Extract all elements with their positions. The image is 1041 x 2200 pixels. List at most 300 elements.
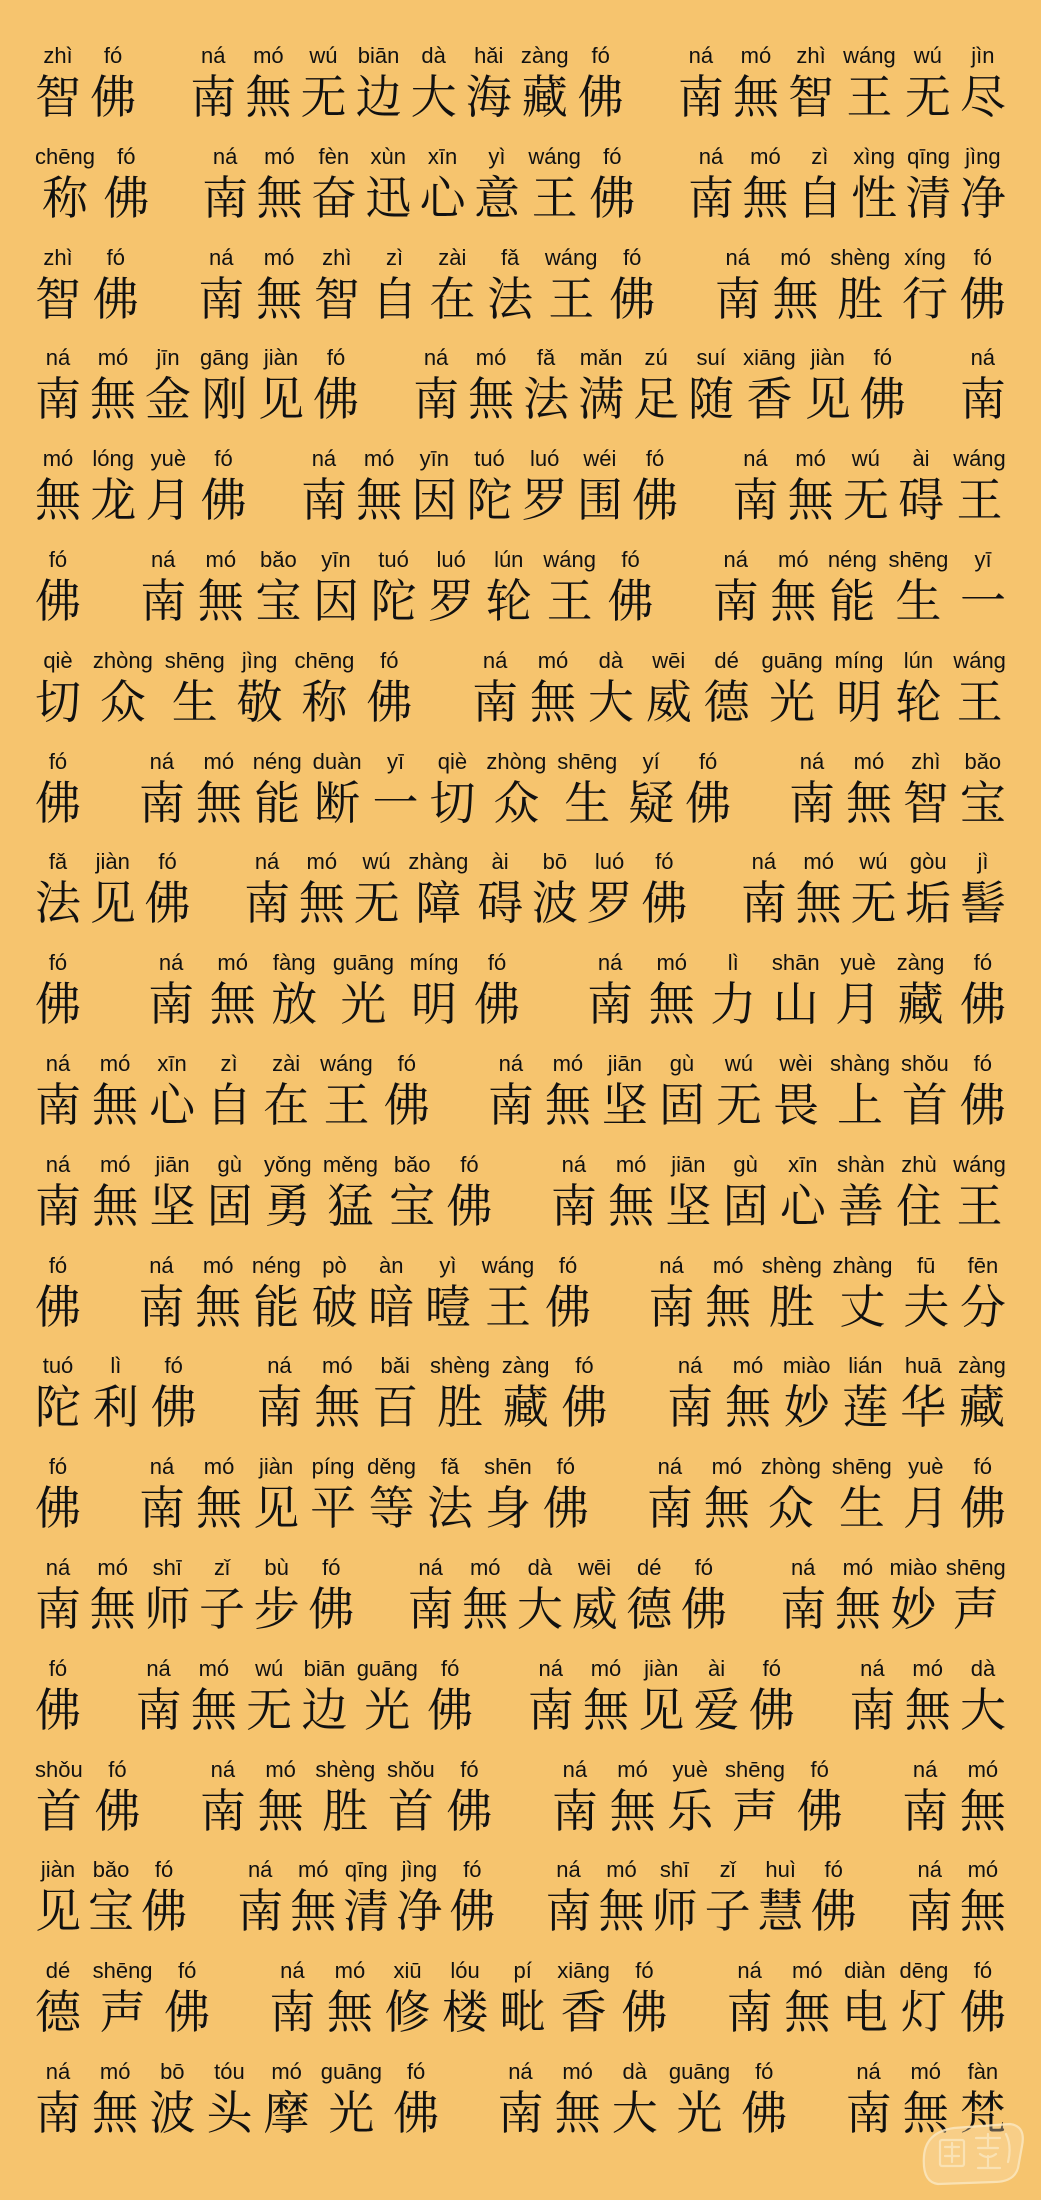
pinyin-syllable: gù bbox=[733, 1151, 758, 1177]
hanzi-character: 随 bbox=[688, 372, 735, 427]
annotated-character bbox=[858, 343, 908, 425]
hanzi-character: 佛 bbox=[810, 1884, 857, 1939]
hanzi-character: 王 bbox=[846, 70, 893, 124]
hanzi-character: 陀 bbox=[370, 573, 417, 628]
annotated-character bbox=[366, 1251, 416, 1333]
annotated-character bbox=[711, 545, 761, 627]
hanzi-character: 金 bbox=[145, 372, 192, 427]
pinyin-syllable: mó bbox=[99, 2058, 131, 2084]
pinyin-syllable: mó bbox=[606, 1857, 637, 1883]
hanzi-character: 佛 bbox=[748, 1682, 795, 1737]
pinyin-syllable: luó bbox=[530, 446, 560, 472]
annotated-character bbox=[665, 1351, 715, 1433]
annotated-character bbox=[484, 747, 548, 829]
pinyin-syllable: mó bbox=[99, 1151, 131, 1177]
pinyin-syllable: fó bbox=[48, 546, 68, 572]
pinyin-syllable: fó bbox=[214, 446, 233, 472]
pinyin-syllable: mó bbox=[265, 1756, 296, 1782]
pinyin-syllable: wáng bbox=[953, 1151, 1006, 1177]
pinyin-syllable: fǎ bbox=[536, 345, 556, 371]
hanzi-character: 佛 bbox=[144, 876, 191, 931]
pinyin-syllable: děng bbox=[367, 1454, 417, 1480]
pinyin-syllable: zhì bbox=[43, 43, 73, 68]
annotated-character bbox=[778, 1553, 828, 1635]
annotated-character bbox=[526, 142, 583, 224]
pinyin-syllable: fó bbox=[154, 1857, 174, 1883]
annotated-character bbox=[585, 847, 635, 929]
annotated-character bbox=[782, 1956, 832, 2038]
pinyin-syllable: luó bbox=[436, 546, 466, 572]
annotated-character bbox=[409, 444, 459, 526]
pinyin-syllable: yuè bbox=[672, 1756, 709, 1782]
hanzi-character: 無 bbox=[598, 1884, 645, 1939]
annotated-character bbox=[520, 444, 570, 526]
pinyin-syllable: shǒu bbox=[35, 1756, 83, 1782]
annotated-character bbox=[464, 41, 514, 123]
annotated-character bbox=[894, 1150, 944, 1232]
annotated-character bbox=[354, 444, 404, 526]
hanzi-character: 南 bbox=[677, 70, 724, 124]
annotated-character bbox=[198, 343, 251, 425]
hanzi-character: 無 bbox=[256, 170, 303, 225]
annotated-character bbox=[444, 1150, 494, 1232]
pinyin-syllable: zàng bbox=[501, 1353, 550, 1379]
annotated-character bbox=[543, 1251, 593, 1333]
hanzi-character: 南 bbox=[732, 473, 779, 528]
hanzi-character: 步 bbox=[253, 1581, 300, 1636]
hanzi-character: 妙 bbox=[890, 1581, 937, 1636]
hanzi-character: 固 bbox=[722, 1178, 769, 1233]
pinyin-syllable: dé bbox=[45, 1958, 71, 1984]
annotated-character bbox=[500, 1351, 552, 1433]
text-body bbox=[33, 41, 1008, 2158]
pinyin-syllable: shǒu bbox=[386, 1756, 435, 1782]
annotated-character bbox=[830, 1452, 894, 1534]
hanzi-character: 南 bbox=[138, 1279, 185, 1334]
pinyin-syllable: mó bbox=[778, 546, 809, 572]
hanzi-character: 因 bbox=[411, 473, 458, 528]
hanzi-character: 無 bbox=[245, 70, 292, 124]
pinyin-syllable: ná bbox=[659, 1252, 684, 1278]
hanzi-character: 無 bbox=[92, 1178, 139, 1233]
pinyin-syllable: zhàng bbox=[408, 849, 469, 875]
hanzi-character: 藏 bbox=[897, 977, 944, 1032]
annotated-character bbox=[550, 1755, 600, 1837]
hanzi-character: 心 bbox=[419, 170, 466, 225]
annotated-character bbox=[418, 142, 468, 224]
hanzi-character: 無 bbox=[190, 1682, 237, 1737]
hanzi-character: 佛 bbox=[609, 271, 656, 326]
annotated-character bbox=[541, 545, 598, 627]
pinyin-syllable: tuó bbox=[378, 546, 409, 572]
annotated-character bbox=[702, 646, 752, 728]
hanzi-character: 佛 bbox=[200, 473, 247, 528]
pinyin-syllable: zhì bbox=[322, 244, 352, 270]
hanzi-character: 胜 bbox=[837, 271, 884, 326]
fragment-gap bbox=[197, 847, 237, 857]
pinyin-syllable: bǎo bbox=[260, 546, 297, 572]
pinyin-syllable: ná bbox=[677, 1353, 703, 1379]
hanzi-character: 能 bbox=[254, 775, 301, 830]
pinyin-syllable: guāng bbox=[761, 647, 823, 673]
annotated-character bbox=[631, 343, 681, 425]
hanzi-character: 慧 bbox=[757, 1884, 804, 1939]
hanzi-character: 一 bbox=[960, 573, 1006, 628]
pinyin-syllable: bǎo bbox=[393, 1151, 431, 1177]
annotated-character bbox=[91, 1351, 141, 1433]
pinyin-syllable: zhòng bbox=[760, 1454, 821, 1480]
hanzi-character: 無 bbox=[787, 473, 834, 528]
pinyin-syllable: fó bbox=[440, 1655, 460, 1681]
pinyin-syllable: duàn bbox=[312, 748, 362, 774]
text-line bbox=[33, 747, 1008, 848]
annotated-character bbox=[147, 1150, 197, 1232]
annotated-character bbox=[844, 2057, 894, 2139]
hanzi-character: 南 bbox=[646, 1481, 693, 1536]
annotated-character bbox=[606, 1150, 656, 1232]
annotated-character bbox=[844, 747, 894, 829]
hanzi-character: 等 bbox=[368, 1481, 415, 1536]
pinyin-syllable: yì bbox=[488, 143, 506, 169]
annotated-character bbox=[146, 948, 196, 1030]
annotated-character bbox=[33, 747, 83, 829]
hanzi-character: 轮 bbox=[895, 674, 942, 729]
annotated-character bbox=[636, 1654, 686, 1736]
annotated-character bbox=[33, 1251, 83, 1333]
pinyin-syllable: xīn bbox=[788, 1151, 818, 1177]
annotated-character bbox=[382, 1049, 432, 1131]
annotated-character bbox=[833, 646, 886, 728]
pinyin-syllable: fó bbox=[117, 143, 136, 169]
hanzi-character: 南 bbox=[140, 573, 187, 628]
annotated-character bbox=[426, 545, 476, 627]
hanzi-character: 南 bbox=[413, 372, 460, 427]
pinyin-syllable: dé bbox=[714, 647, 739, 673]
hanzi-character: 明 bbox=[411, 977, 458, 1032]
pinyin-syllable: fó bbox=[645, 446, 665, 472]
pinyin-syllable: mó bbox=[297, 1857, 329, 1883]
hanzi-character: 無 bbox=[772, 271, 819, 326]
fragment-gap bbox=[90, 1251, 130, 1261]
pinyin-syllable: ná bbox=[209, 244, 234, 270]
pinyin-syllable: jiān bbox=[671, 1151, 706, 1177]
hanzi-character: 佛 bbox=[94, 1783, 141, 1838]
hanzi-character: 藏 bbox=[502, 1380, 549, 1435]
annotated-character bbox=[409, 41, 459, 123]
hanzi-character: 無 bbox=[784, 1985, 831, 2040]
hanzi-character: 無 bbox=[90, 372, 137, 427]
hanzi-character: 佛 bbox=[545, 1279, 592, 1334]
annotated-character bbox=[88, 1553, 138, 1635]
annotated-character bbox=[33, 1755, 85, 1837]
hanzi-character: 垢 bbox=[905, 876, 952, 931]
fragment-gap bbox=[150, 1755, 190, 1765]
pinyin-syllable: mó bbox=[750, 143, 781, 169]
hanzi-character: 無 bbox=[92, 1077, 139, 1132]
annotated-character bbox=[958, 1755, 1008, 1837]
fragment-gap bbox=[617, 1351, 657, 1361]
annotated-character bbox=[747, 1654, 797, 1736]
hanzi-character: 生 bbox=[171, 674, 218, 729]
annotated-character bbox=[91, 1956, 155, 2038]
pinyin-syllable: xiū bbox=[393, 1958, 422, 1984]
hanzi-character: 佛 bbox=[641, 876, 688, 931]
annotated-character bbox=[298, 41, 348, 123]
annotated-character bbox=[147, 1049, 197, 1131]
annotated-character bbox=[721, 1150, 771, 1232]
pinyin-syllable: fó bbox=[106, 244, 125, 270]
annotated-character bbox=[626, 747, 676, 829]
pinyin-syllable: wèi bbox=[779, 1050, 813, 1076]
annotated-character bbox=[251, 1452, 301, 1534]
annotated-character bbox=[243, 41, 293, 123]
pinyin-syllable: fèn bbox=[318, 143, 350, 169]
annotated-character bbox=[958, 41, 1008, 123]
fragment-gap bbox=[852, 1755, 892, 1765]
pinyin-syllable: gòu bbox=[909, 849, 947, 875]
hanzi-character: 佛 bbox=[308, 1581, 355, 1636]
pinyin-syllable: míng bbox=[409, 950, 459, 976]
hanzi-character: 王 bbox=[548, 271, 595, 326]
hanzi-character: 尽 bbox=[959, 70, 1006, 124]
fragment-gap bbox=[95, 948, 135, 958]
annotated-character bbox=[261, 1049, 311, 1131]
pinyin-syllable: jiàn bbox=[40, 1857, 76, 1883]
hanzi-character: 威 bbox=[645, 674, 692, 729]
hanzi-character: 摩 bbox=[263, 2085, 310, 2140]
pinyin-syllable: ná bbox=[743, 446, 768, 472]
text-line bbox=[33, 444, 1008, 545]
annotated-character bbox=[194, 1452, 244, 1534]
annotated-character bbox=[663, 1150, 713, 1232]
annotated-character bbox=[756, 1855, 806, 1937]
pinyin-syllable: ná bbox=[688, 43, 714, 68]
pinyin-syllable: mó bbox=[334, 1958, 366, 1984]
hanzi-character: 无 bbox=[904, 70, 951, 124]
annotated-character bbox=[354, 41, 404, 123]
annotated-character bbox=[193, 1251, 243, 1333]
pinyin-syllable: ná bbox=[482, 647, 508, 673]
annotated-character bbox=[958, 1049, 1008, 1131]
annotated-character bbox=[204, 2057, 254, 2139]
pinyin-syllable: shī bbox=[152, 1554, 182, 1580]
pinyin-syllable: zhòng bbox=[92, 647, 153, 673]
fragment-gap bbox=[502, 1755, 542, 1765]
annotated-character bbox=[951, 444, 1008, 526]
hanzi-character: 佛 bbox=[150, 1380, 197, 1435]
pinyin-syllable: jìng bbox=[241, 647, 278, 673]
pinyin-syllable: jiàn bbox=[263, 345, 299, 371]
hanzi-character: 無 bbox=[724, 1380, 771, 1435]
annotated-character bbox=[519, 41, 571, 123]
pinyin-syllable: fó bbox=[108, 1756, 127, 1782]
annotated-character bbox=[841, 41, 898, 123]
annotated-character bbox=[676, 41, 726, 123]
hanzi-character: 南 bbox=[135, 1682, 182, 1737]
pinyin-syllable: jìn bbox=[971, 43, 995, 68]
annotated-character bbox=[703, 1855, 753, 1937]
pinyin-syllable: dé bbox=[636, 1554, 662, 1580]
pinyin-syllable: zhàng bbox=[832, 1252, 893, 1278]
annotated-character bbox=[33, 948, 83, 1030]
annotated-character bbox=[847, 1654, 897, 1736]
hanzi-character: 佛 bbox=[35, 1481, 81, 1536]
hanzi-character: 坚 bbox=[149, 1178, 196, 1233]
text-line bbox=[33, 1452, 1008, 1553]
annotated-character bbox=[475, 847, 525, 929]
annotated-character bbox=[645, 1452, 695, 1534]
annotated-character bbox=[406, 1553, 456, 1635]
hanzi-character: 南 bbox=[648, 1279, 695, 1334]
fragment-gap bbox=[90, 1452, 130, 1462]
hanzi-character: 边 bbox=[301, 1682, 348, 1737]
pinyin-syllable: mó bbox=[711, 1454, 743, 1480]
hanzi-character: 無 bbox=[902, 2085, 949, 2140]
annotated-character bbox=[365, 1452, 418, 1534]
hanzi-character: 月 bbox=[145, 473, 192, 528]
annotated-character bbox=[143, 343, 193, 425]
hanzi-character: 佛 bbox=[366, 674, 413, 729]
hanzi-character: 围 bbox=[576, 473, 623, 528]
hanzi-character: 碍 bbox=[477, 876, 524, 931]
pinyin-syllable: yī bbox=[974, 546, 992, 572]
hanzi-character: 髻 bbox=[959, 876, 1006, 931]
hanzi-character: 身 bbox=[484, 1481, 531, 1536]
pinyin-syllable: ná bbox=[562, 1756, 588, 1782]
annotated-character bbox=[485, 243, 535, 325]
annotated-character bbox=[363, 142, 413, 224]
hanzi-character: 南 bbox=[148, 977, 195, 1032]
pinyin-syllable: wáng bbox=[543, 546, 596, 572]
text-line bbox=[33, 1654, 1008, 1755]
annotated-character bbox=[33, 646, 83, 728]
pinyin-syllable: bǎo bbox=[92, 1857, 130, 1883]
annotated-character bbox=[423, 1251, 473, 1333]
pinyin-syllable: jiàn bbox=[810, 345, 845, 371]
pinyin-syllable: fó bbox=[591, 43, 610, 68]
pinyin-syllable: ná bbox=[146, 1655, 171, 1681]
hanzi-character: 佛 bbox=[35, 573, 81, 628]
annotated-character bbox=[196, 545, 246, 627]
annotated-character bbox=[33, 1654, 83, 1736]
hanzi-character: 無 bbox=[195, 1279, 242, 1334]
annotated-character bbox=[205, 1150, 255, 1232]
pinyin-syllable: chēng bbox=[294, 647, 355, 673]
pinyin-syllable: mó bbox=[42, 446, 74, 472]
hanzi-character: 佛 bbox=[35, 1682, 81, 1737]
hanzi-character: 轮 bbox=[485, 573, 532, 628]
annotated-character bbox=[256, 343, 306, 425]
pinyin-syllable: huì bbox=[765, 1857, 796, 1883]
annotated-character bbox=[470, 646, 520, 728]
annotated-character bbox=[143, 847, 193, 929]
pinyin-syllable: wú bbox=[851, 446, 880, 472]
annotated-character bbox=[364, 646, 414, 728]
hanzi-character: 無 bbox=[703, 1481, 750, 1536]
pinyin-syllable: ná bbox=[210, 1756, 236, 1782]
pinyin-syllable: fó bbox=[48, 1454, 68, 1480]
pinyin-syllable: fū bbox=[917, 1252, 936, 1278]
annotated-character bbox=[610, 2057, 660, 2139]
pinyin-syllable: yuè bbox=[908, 1454, 944, 1480]
hanzi-character: 南 bbox=[244, 876, 291, 931]
hanzi-character: 南 bbox=[712, 573, 759, 628]
annotated-character bbox=[803, 343, 853, 425]
hanzi-character: 海 bbox=[465, 70, 512, 124]
hanzi-character: 南 bbox=[35, 372, 81, 427]
annotated-character bbox=[33, 41, 83, 123]
hanzi-character: 生 bbox=[895, 573, 942, 628]
hanzi-character: 足 bbox=[633, 372, 680, 427]
fragment-gap bbox=[156, 142, 196, 152]
pinyin-syllable: fó bbox=[698, 748, 718, 774]
pinyin-syllable: shī bbox=[659, 1857, 690, 1883]
pinyin-syllable: fó bbox=[48, 1252, 68, 1278]
hanzi-character: 南 bbox=[902, 1783, 949, 1838]
hanzi-character: 智 bbox=[313, 271, 360, 326]
hanzi-character: 子 bbox=[198, 1581, 245, 1636]
annotated-character bbox=[139, 1855, 189, 1937]
hanzi-character: 無 bbox=[195, 775, 242, 830]
pinyin-syllable: mó bbox=[205, 546, 237, 572]
hanzi-character: 佛 bbox=[859, 372, 906, 427]
annotated-character bbox=[498, 1956, 548, 2038]
hanzi-character: 佛 bbox=[90, 70, 137, 124]
hanzi-character: 無 bbox=[583, 1682, 629, 1737]
pinyin-syllable: zì bbox=[386, 244, 404, 270]
pinyin-syllable: lì bbox=[727, 950, 739, 976]
pinyin-syllable: zhì bbox=[43, 244, 73, 270]
annotated-character bbox=[371, 747, 421, 829]
pinyin-syllable: zhì bbox=[796, 43, 826, 68]
annotated-character bbox=[134, 1654, 184, 1736]
hanzi-character: 清 bbox=[905, 170, 952, 225]
pinyin-syllable: wú bbox=[309, 43, 338, 68]
pinyin-syllable: qīng bbox=[344, 1857, 388, 1883]
hanzi-character: 龙 bbox=[90, 473, 137, 528]
fragment-gap bbox=[642, 142, 682, 152]
annotated-character bbox=[101, 142, 151, 224]
hanzi-character: 佛 bbox=[680, 1581, 727, 1636]
pinyin-syllable: ná bbox=[212, 143, 238, 169]
hanzi-character: 声 bbox=[731, 1783, 778, 1838]
pinyin-syllable: fó bbox=[694, 1554, 714, 1580]
hanzi-character: 無 bbox=[256, 271, 303, 326]
annotated-character bbox=[427, 243, 477, 325]
hanzi-character: 边 bbox=[355, 70, 402, 124]
hanzi-character: 首 bbox=[901, 1077, 948, 1132]
pinyin-syllable: zàng bbox=[520, 43, 569, 68]
annotated-character bbox=[530, 847, 580, 929]
hanzi-character: 佛 bbox=[35, 1279, 81, 1334]
hanzi-character: 在 bbox=[429, 271, 476, 326]
annotated-character bbox=[370, 243, 420, 325]
pinyin-syllable: suí bbox=[696, 345, 726, 371]
pinyin-syllable: dà bbox=[598, 647, 624, 673]
hanzi-character: 夫 bbox=[903, 1279, 950, 1334]
pinyin-syllable: fó bbox=[380, 647, 399, 673]
hanzi-character: 南 bbox=[789, 775, 835, 830]
annotated-character bbox=[341, 1855, 391, 1937]
pinyin-syllable: lì bbox=[110, 1353, 122, 1379]
pinyin-syllable: fó bbox=[603, 143, 622, 169]
hanzi-character: 佛 bbox=[393, 2085, 440, 2140]
annotated-character bbox=[480, 1251, 537, 1333]
annotated-character bbox=[849, 142, 899, 224]
hanzi-character: 意 bbox=[473, 170, 520, 225]
fragment-gap bbox=[534, 948, 574, 958]
pinyin-syllable: mó bbox=[198, 1655, 230, 1681]
